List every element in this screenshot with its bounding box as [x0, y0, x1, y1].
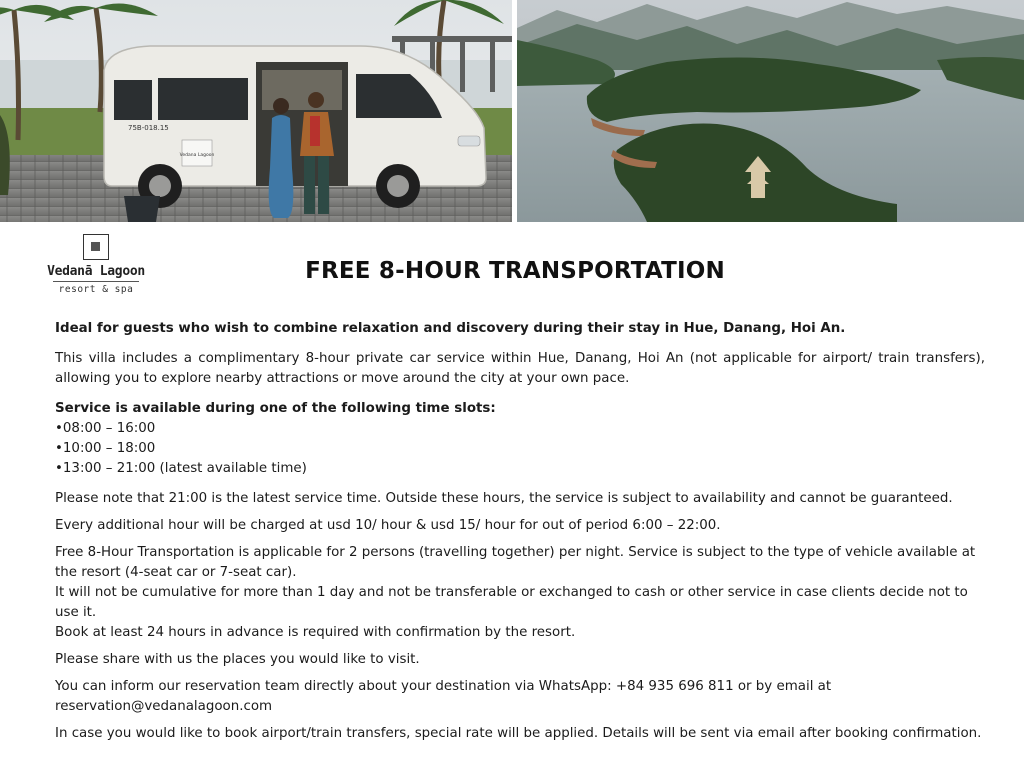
contact-line: You can inform our reservation team directly about your destination via WhatsApp: +84 935 696 811 or by email at — [55, 679, 832, 694]
contact-block — [55, 677, 985, 717]
term-item: Book at least 24 hours in advance is required with confirmation by the resort. — [55, 625, 576, 640]
intro-text: Ideal for guests who wish to combine relaxation and discovery during their stay in Hue, Danang, Hoi An. — [55, 321, 846, 336]
door-sticker: Vedana Lagoon — [179, 153, 215, 158]
lagoon-photo — [517, 0, 1024, 222]
additional-hour-note: Every additional hour will be charged at usd 10/ hour & usd 15/ hour for out of period 6:00 – 22:00. — [55, 518, 721, 533]
van-plate: 75B-018.15 — [128, 124, 169, 132]
logo-square-icon — [83, 234, 109, 260]
content-body — [55, 319, 985, 744]
slot-item: • 10:00 – 18:00 — [55, 439, 985, 459]
airport-note: In case you would like to book airport/train transfers, special rate will be applied. Details will be sent via email after booking confirmation. — [55, 726, 982, 741]
lagoon-illustration — [517, 0, 1024, 222]
page-title: FREE 8-HOUR TRANSPORTATION — [305, 258, 725, 284]
slots-list — [55, 419, 985, 479]
term-item: Free 8-Hour Transportation is applicable for 2 persons (travelling together) per night. Service is subject to the type of vehicle available at the resort (4-seat car or 7-seat car). — [55, 545, 976, 580]
logo-name: Vedanā Lagoon — [47, 264, 145, 279]
email-link[interactable]: reservation@vedanalagoon.com — [55, 699, 273, 714]
terms-block — [55, 543, 985, 643]
description-text: This villa includes a complimentary 8-hour private car service within Hue, Danang, Hoi An (not applicable for airport/ train transfers), allowing you to explore nearby attractions or move around the city at your own pace. — [55, 351, 985, 386]
latest-time-note: Please note that 21:00 is the latest service time. Outside these hours, the service is subject to availability and cannot be guaranteed. — [55, 491, 953, 506]
term-item: It will not be cumulative for more than 1 day and not be transferable or exchanged to cash or other service in case clients decide not to use it. — [55, 585, 968, 620]
share-text: Please share with us the places you would like to visit. — [55, 652, 420, 667]
photo-strip — [0, 0, 1024, 222]
slot-item: • 13:00 – 21:00 (latest available time) — [55, 459, 985, 479]
slot-item: • 08:00 – 16:00 — [55, 419, 985, 439]
van-photo — [0, 0, 512, 222]
slots-heading: Service is available during one of the following time slots: — [55, 401, 496, 416]
van-illustration — [0, 0, 512, 222]
logo-subtitle: resort & spa — [58, 284, 134, 295]
resort-logo — [44, 234, 148, 295]
logo-divider — [53, 281, 139, 282]
